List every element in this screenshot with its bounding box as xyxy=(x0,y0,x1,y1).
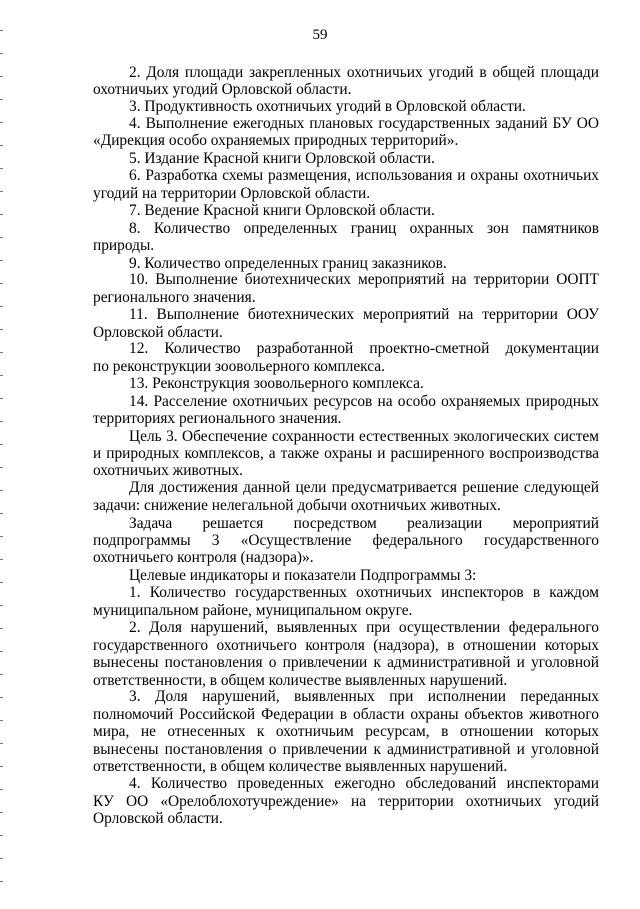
scan-edge-mark xyxy=(0,513,3,514)
text-line: угодий на территории Орловской области. xyxy=(93,185,371,202)
text-line: 4. Выполнение ежегодных плановых государственных заданий БУ ОО xyxy=(129,115,599,132)
text-line: вынесены постановления о привлечении к административной и уголовной xyxy=(93,741,599,758)
text-line: территориях регионального значения. xyxy=(93,410,342,427)
text-line: вынесены постановления о привлечении к административной и уголовной xyxy=(93,654,599,671)
text-line: 7. Ведение Красной книги Орловской области. xyxy=(129,202,435,219)
text-line: подпрограммы 3 «Осуществление федерального государственного xyxy=(93,532,599,549)
scan-edge-mark xyxy=(0,605,3,606)
text-line: мира, не отнесенных к охотничьим ресурсам, в отношении которых xyxy=(93,723,599,740)
text-line: 8. Количество определенных границ охранных зон памятников xyxy=(129,220,599,237)
scan-edge-mark xyxy=(0,145,3,146)
text-line: ответственности, в общем количестве выявленных нарушений. xyxy=(93,758,508,775)
scan-edge-mark xyxy=(0,30,3,31)
scan-edge-mark xyxy=(0,490,3,491)
scan-edge-mark xyxy=(0,467,3,468)
scan-edge-mark xyxy=(0,214,3,215)
scan-edge-mark xyxy=(0,812,3,813)
scan-edge-mark xyxy=(0,53,3,54)
text-line: 9. Количество определенных границ заказников. xyxy=(129,255,447,272)
text-line: КУ ОО «Орелоблохотучреждение» на территории охотничьих угодий xyxy=(93,793,599,810)
text-line: Задача решается посредством реализации мероприятий xyxy=(129,515,599,532)
text-line: 1. Количество государственных охотничьих инспекторов в каждом xyxy=(129,584,599,601)
scan-edge-mark xyxy=(0,697,3,698)
scan-edge-mark xyxy=(0,99,3,100)
text-line: охотничьего контроля (надзора)». xyxy=(93,549,314,566)
text-line: 10. Выполнение биотехнических мероприятий на территории ООПТ xyxy=(129,271,599,288)
scan-edge-mark xyxy=(0,122,3,123)
text-line: муниципальном районе, муниципальном округе. xyxy=(93,602,413,619)
scan-edge-mark xyxy=(0,766,3,767)
text-line: 3. Продуктивность охотничьих угодий в Орловской области. xyxy=(129,98,526,115)
text-line: и природных комплексов, а также охраны и расширенного воспроизводства xyxy=(93,445,599,462)
scan-edge-mark xyxy=(0,398,3,399)
text-line: по реконструкции зоовольерного комплекса. xyxy=(93,358,385,375)
scan-edge-mark xyxy=(0,743,3,744)
scan-edge-mark xyxy=(0,237,3,238)
text-line: 2. Доля нарушений, выявленных при осуществлении федерального xyxy=(129,619,599,636)
scan-edge-mark xyxy=(0,651,3,652)
text-line: 2. Доля площади закрепленных охотничьих угодий в общей площади xyxy=(129,64,599,81)
text-line: 3. Доля нарушений, выявленных при исполнении переданных xyxy=(129,688,599,705)
scan-edge-mark xyxy=(0,628,3,629)
scan-edge-mark xyxy=(0,306,3,307)
scan-edge-mark xyxy=(0,260,3,261)
text-line: 11. Выполнение биотехнических мероприятий на территории ООУ xyxy=(129,306,599,323)
scan-edge-mark xyxy=(0,858,3,859)
scan-edge-mark xyxy=(0,421,3,422)
scan-edge-mark xyxy=(0,582,3,583)
scan-edge-mark xyxy=(0,283,3,284)
text-line: охотничьих животных. xyxy=(93,462,244,479)
scan-edge-mark xyxy=(0,76,3,77)
text-line: Цель 3. Обеспечение сохранности естественных экологических систем xyxy=(129,428,599,445)
scan-edge-mark xyxy=(0,444,3,445)
scan-edge-mark xyxy=(0,881,3,882)
text-line: регионального значения. xyxy=(93,289,256,306)
scan-edge-mark xyxy=(0,191,3,192)
page-number: 59 xyxy=(312,27,328,43)
text-line: 13. Реконструкция зоовольерного комплекса. xyxy=(129,375,424,392)
scan-edge-mark xyxy=(0,375,3,376)
text-line: Орловской области. xyxy=(93,810,223,827)
text-line: 12. Количество разработанной проектно-сметной документации xyxy=(129,340,599,357)
scan-edge-mark xyxy=(0,789,3,790)
text-line: полномочий Российской Федерации в области охраны объектов животного xyxy=(93,706,599,723)
scan-edge-mark xyxy=(0,168,3,169)
scan-edge-mark xyxy=(0,329,3,330)
scan-edge-mark xyxy=(0,835,3,836)
scan-edge-mark xyxy=(0,559,3,560)
text-line: 14. Расселение охотничьих ресурсов на особо охраняемых природных xyxy=(129,393,599,410)
text-line: государственного охотничьего контроля (надзора), в отношении которых xyxy=(93,637,599,654)
text-line: Целевые индикаторы и показатели Подпрограммы 3: xyxy=(129,567,477,584)
text-line: задачи: снижение нелегальной добычи охотничьих животных. xyxy=(93,497,501,514)
scan-edge-mark xyxy=(0,536,3,537)
text-line: охотничьих угодий Орловской области. xyxy=(93,81,352,98)
text-line: Орловской области. xyxy=(93,324,223,341)
text-line: природы. xyxy=(93,237,155,254)
text-line: 4. Количество проведенных ежегодно обследований инспекторами xyxy=(129,775,599,792)
scan-edge-mark xyxy=(0,352,3,353)
text-line: 6. Разработка схемы размещения, использования и охраны охотничьих xyxy=(129,167,599,184)
text-line: ответственности, в общем количестве выявленных нарушений. xyxy=(93,672,508,689)
scan-edge-mark xyxy=(0,674,3,675)
text-line: «Дирекция особо охраняемых природных территорий». xyxy=(93,132,459,149)
text-line: Для достижения данной цели предусматривается решение следующей xyxy=(129,479,599,496)
text-line: 5. Издание Красной книги Орловской области. xyxy=(129,150,435,167)
scan-edge-mark xyxy=(0,720,3,721)
